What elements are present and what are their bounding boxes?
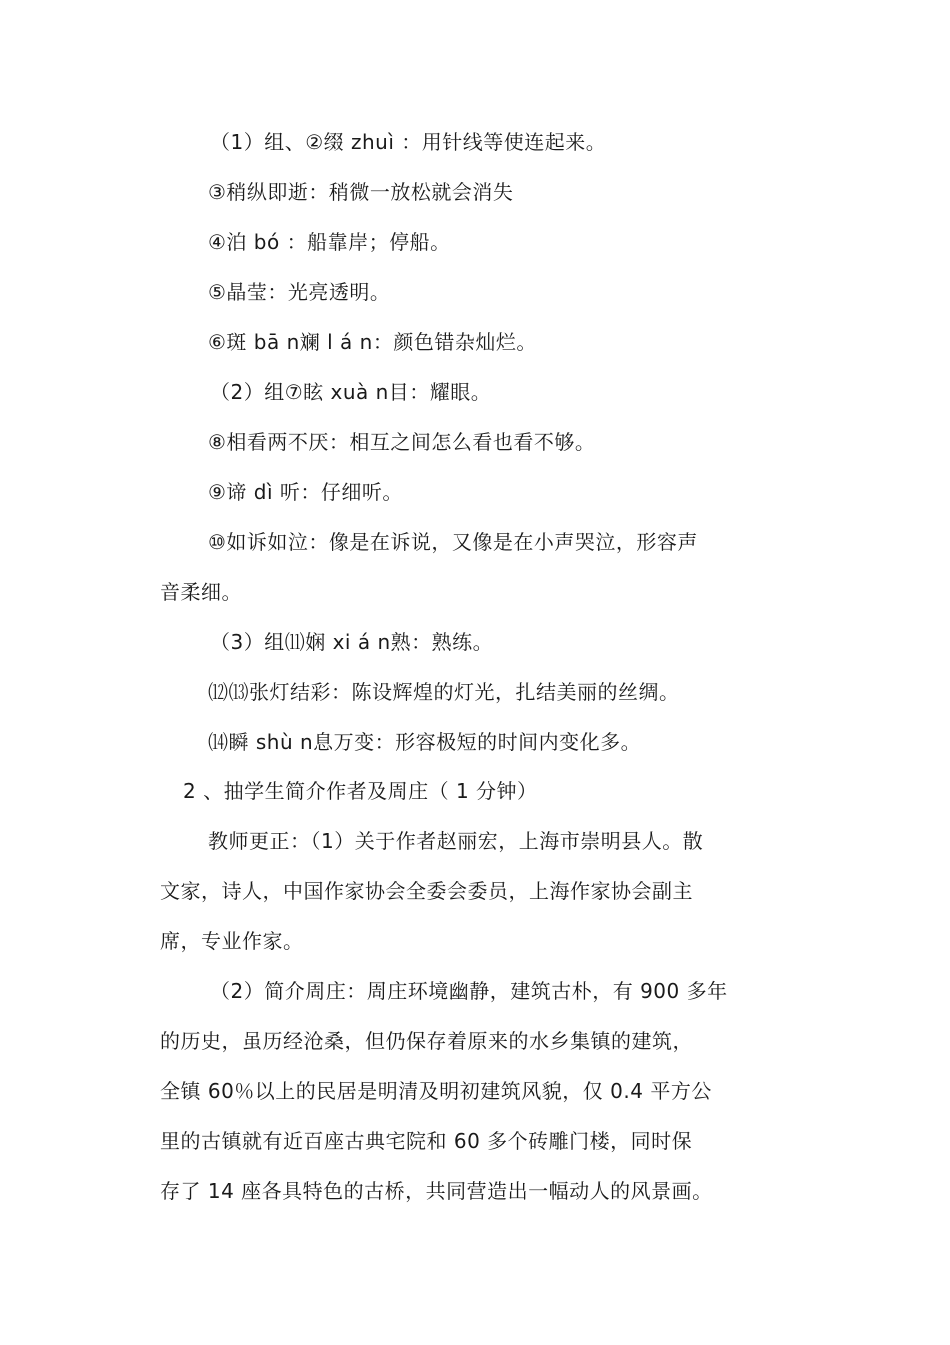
- vocab-line-1: （1）组、②缀 zhuì ：用针线等使连起来。: [210, 130, 607, 154]
- vocab-line-4: ⑤晶莹：光亮透明。: [208, 280, 391, 304]
- paragraph-author-1: 教师更正：（1）关于作者赵丽宏，上海市崇明县人。散: [208, 829, 704, 853]
- paragraph-author-3: 席，专业作家。: [160, 929, 304, 953]
- vocab-line-10: （3）组⑾娴 xi á n熟：熟练。: [210, 630, 494, 654]
- vocab-line-12: ⒁瞬 shù n息万变：形容极短的时间内变化多。: [208, 730, 642, 754]
- paragraph-zhouzhuang-2: 的历史，虽历经沧桑，但仍保存着原来的水乡集镇的建筑，: [160, 1029, 693, 1053]
- paragraph-zhouzhuang-5: 存了 14 座各具特色的古桥，共同营造出一幅动人的风景画。: [160, 1179, 713, 1203]
- paragraph-zhouzhuang-1: （2）简介周庄：周庄环境幽静，建筑古朴，有 900 多年: [210, 979, 728, 1003]
- paragraph-author-2: 文家，诗人，中国作家协会全委会委员，上海作家协会副主: [160, 879, 693, 903]
- vocab-line-6: （2）组⑦眩 xuà n目：耀眼。: [210, 380, 492, 404]
- vocab-line-5: ⑥斑 bā n斓 l á n：颜色错杂灿烂。: [208, 330, 537, 354]
- vocab-line-2: ③稍纵即逝：稍微一放松就会消失: [208, 180, 514, 204]
- paragraph-zhouzhuang-4: 里的古镇就有近百座古典宅院和 60 多个砖雕门楼，同时保: [160, 1129, 693, 1153]
- vocab-line-7: ⑧相看两不厌：相互之间怎么看也看不够。: [208, 430, 596, 454]
- vocab-line-3: ④泊 bó ：船靠岸；停船。: [208, 230, 451, 254]
- paragraph-zhouzhuang-3: 全镇 60％以上的民居是明清及明初建筑风貌，仅 0.4 平方公: [160, 1079, 712, 1103]
- vocab-line-9-cont: 音柔细。: [160, 580, 242, 604]
- vocab-line-9: ⑩如诉如泣：像是在诉说，又像是在小声哭泣，形容声: [208, 530, 698, 554]
- vocab-line-8: ⑨谛 dì 听：仔细听。: [208, 480, 403, 504]
- section-heading-2: 2 、抽学生简介作者及周庄（ 1 分钟）: [183, 779, 538, 803]
- vocab-line-11: ⑿⒀张灯结彩：陈设辉煌的灯光，扎结美丽的丝绸。: [208, 680, 680, 704]
